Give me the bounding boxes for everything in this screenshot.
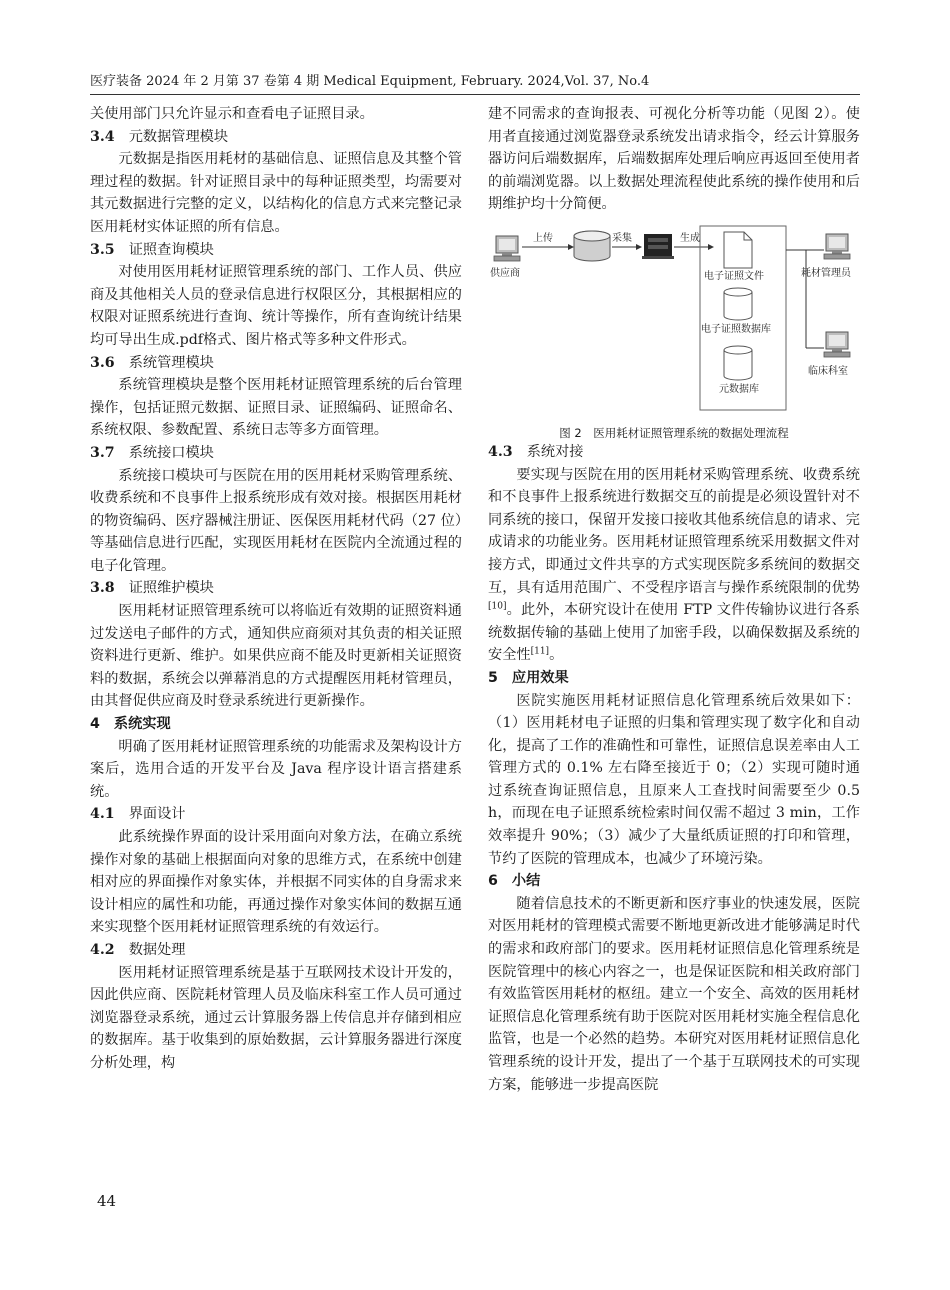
section-heading-3-7: 3.7 系统接口模块 <box>90 444 214 461</box>
upload-label: 上传 <box>533 232 553 244</box>
section-heading-4-3: 4.3 系统对接 <box>488 443 584 460</box>
paragraph: 系统接口模块可与医院在用的医用耗材采购管理系统、收费系统和不良事件上报系统形成有效对接。根据医用耗材的物资编码、医疗器械注册证、医保医用耗材代码（27 位）等基础信息进行匹配，实现医用耗材在医院内全流通过程的电子化管理。 <box>90 467 462 574</box>
e-cert-db-label: 电子证照数据库 <box>701 323 771 335</box>
paragraph: 医院实施医用耗材证照信息化管理系统后效果如下：（1）医用耗材电子证照的归集和管理实现了数字化和自动化，提高了工作的准确性和可靠性，证照信息误差率由人工管理方式的 0.1% 左右降至接近于 0；（2）实现可随时通过系统查询证照信息，且原来人工查找时间需要至少 0.5 h，而现在电子证照系统检索时间仅需不超过 3 min，工作效率提升 90%；（3）减少了大量纸质证照的打印和管理，节约了医院的管理成本，也减少了环境污染。 <box>488 692 860 867</box>
section-heading-4-1: 4.1 界面设计 <box>90 806 186 823</box>
admin-computer-icon <box>824 234 850 259</box>
paragraph: 随着信息技术的不断更新和医疗事业的快速发展，医院对医用耗材的管理模式需要不断地更新改进才能够满足时代的需求和政府部门的要求。医用耗材证照信息化管理系统是医院管理中的核心内容之一，也是保证医院和相关政府部门有效监管医用耗材的枢纽。建立一个安全、高效的医用耗材证照信息化管理系统有助于医院对医用耗材实施全程信息化监管，也是一个必然的趋势。本研究对医用耗材证照信息化管理系统的设计开发，提出了一个基于互联网技术的可实现方案，能够进一步提高医院 <box>488 895 860 1093</box>
paragraph: 建不同需求的查询报表、可视化分析等功能（见图 2）。使用者直接通过浏览器登录系统发出请求指令，经云计算服务器访问后端数据库，后端数据库处理后响应再返回至使用者的前端浏览器。以上数据处理流程使此系统的操作使用和后期维护均十分简便。 <box>488 106 860 213</box>
paragraph: 医用耗材证照管理系统可以将临近有效期的证照资料通过发送电子邮件的方式，通知供应商须对其负责的相关证照资料进行更新、维护。如果供应商不能及时更新相关证照资料的数据，系统会以弹幕消息的方式提醒医用耗材管理员，由其督促供应商及时登录系统进行更新操作。 <box>90 603 462 710</box>
clinical-dept-label: 临床科室 <box>808 365 848 377</box>
section-heading-6: 6 小结 <box>488 873 541 890</box>
figure-2-data-flow <box>488 220 860 425</box>
section-heading-3-5: 3.5 证照查询模块 <box>90 241 214 258</box>
meta-db-label: 元数据库 <box>719 383 759 395</box>
section-heading-4-2: 4.2 数据处理 <box>90 941 186 958</box>
paragraph: 关使用部门只允许显示和查看电子证照目录。 <box>90 106 374 122</box>
database-icon <box>724 346 752 380</box>
database-icon <box>724 288 752 320</box>
figure-caption: 图 2 医用耗材证照管理系统的数据处理流程 <box>559 425 789 440</box>
paragraph: 要实现与医院在用的医用耗材采购管理系统、收费系统和不良事件上报系统进行数据交互的前提是必须设置针对不同系统的接口，保留开发接口接收其他系统信息的请求、完成请求的功能业务。医用耗材证照管理系统采用数据文件对接方式，即通过文件共享的方式实现医院多系统间的数据交互，具有适用范围广、不受程序语言与操作系统限制的优势[10]。此外，本研究设计在使用 FTP 文件传输协议进行各系统数据传输的基础上使用了加密手段，以确保数据及系统的安全性[11]。 <box>488 466 860 664</box>
supplier-computer-icon <box>494 236 520 261</box>
section-heading-4: 4 系统实现 <box>90 716 171 733</box>
section-heading-3-8: 3.8 证照维护模块 <box>90 580 214 597</box>
flow-diagram <box>488 220 860 425</box>
collect-label: 采集 <box>612 232 632 244</box>
consumable-admin-label: 耗材管理员 <box>801 267 851 279</box>
paragraph: 元数据是指医用耗材的基础信息、证照信息及其整个管理过程的数据。针对证照目录中的每种证照类型，均需要对其元数据进行完整的定义，以结构化的信息方式来完整记录医用耗材实体证照的所有信息。 <box>90 151 462 235</box>
paragraph: 对使用医用耗材证照管理系统的部门、工作人员、供应商及其他相关人员的登录信息进行权限区分，其根据相应的权限对证照系统进行查询、统计等操作，所有查询统计结果均可导出生成.pdf格式、图片格式等多种文件形式。 <box>90 264 462 348</box>
running-header: 医疗装备 2024 年 2 月第 37 卷第 4 期 Medical Equipment, February. 2024,Vol. 37, No.4 <box>90 74 650 89</box>
section-heading-5: 5 应用效果 <box>488 669 569 686</box>
header-rule <box>90 94 860 95</box>
clinical-computer-icon <box>824 332 850 357</box>
generate-label: 生成 <box>680 232 700 244</box>
document-icon <box>724 232 752 268</box>
processing-server-icon <box>642 234 674 259</box>
citation-10[interactable]: [10] <box>488 601 507 612</box>
page-number: 44 <box>97 1192 117 1210</box>
cloud-server-icon <box>574 231 610 261</box>
e-cert-file-label: 电子证照文件 <box>704 270 764 282</box>
citation-11[interactable]: [11] <box>530 646 550 657</box>
paragraph: 医用耗材证照管理系统是基于互联网技术设计开发的，因此供应商、医院耗材管理人员及临床科室工作人员可通过浏览器登录系统，通过云计算服务器上传信息并存储到相应的数据库。基于收集到的原始数据，云计算服务器进行深度分析处理，构 <box>90 964 462 1071</box>
right-column <box>488 103 860 1096</box>
section-heading-3-4: 3.4 元数据管理模块 <box>90 128 229 145</box>
supplier-label: 供应商 <box>490 267 520 279</box>
left-column <box>90 103 462 1075</box>
paragraph: 系统管理模块是整个医用耗材证照管理系统的后台管理操作，包括证照元数据、证照目录、证照编码、证照命名、系统权限、参数配置、系统日志等多方面管理。 <box>90 377 462 439</box>
paragraph: 此系统操作界面的设计采用面向对象方法，在确立系统操作对象的基础上根据面向对象的思维方式，在系统中创建相对应的界面操作对象实体，并根据不同实体的自身需求来设计相应的属性和功能，再通过操作对象实体间的数据互通来实现整个医用耗材证照管理系统的有效运行。 <box>90 829 462 936</box>
section-heading-3-6: 3.6 系统管理模块 <box>90 354 214 371</box>
paragraph: 明确了医用耗材证照管理系统的功能需求及架构设计方案后，选用合适的开发平台及 Java 程序设计语言搭建系统。 <box>90 738 462 800</box>
